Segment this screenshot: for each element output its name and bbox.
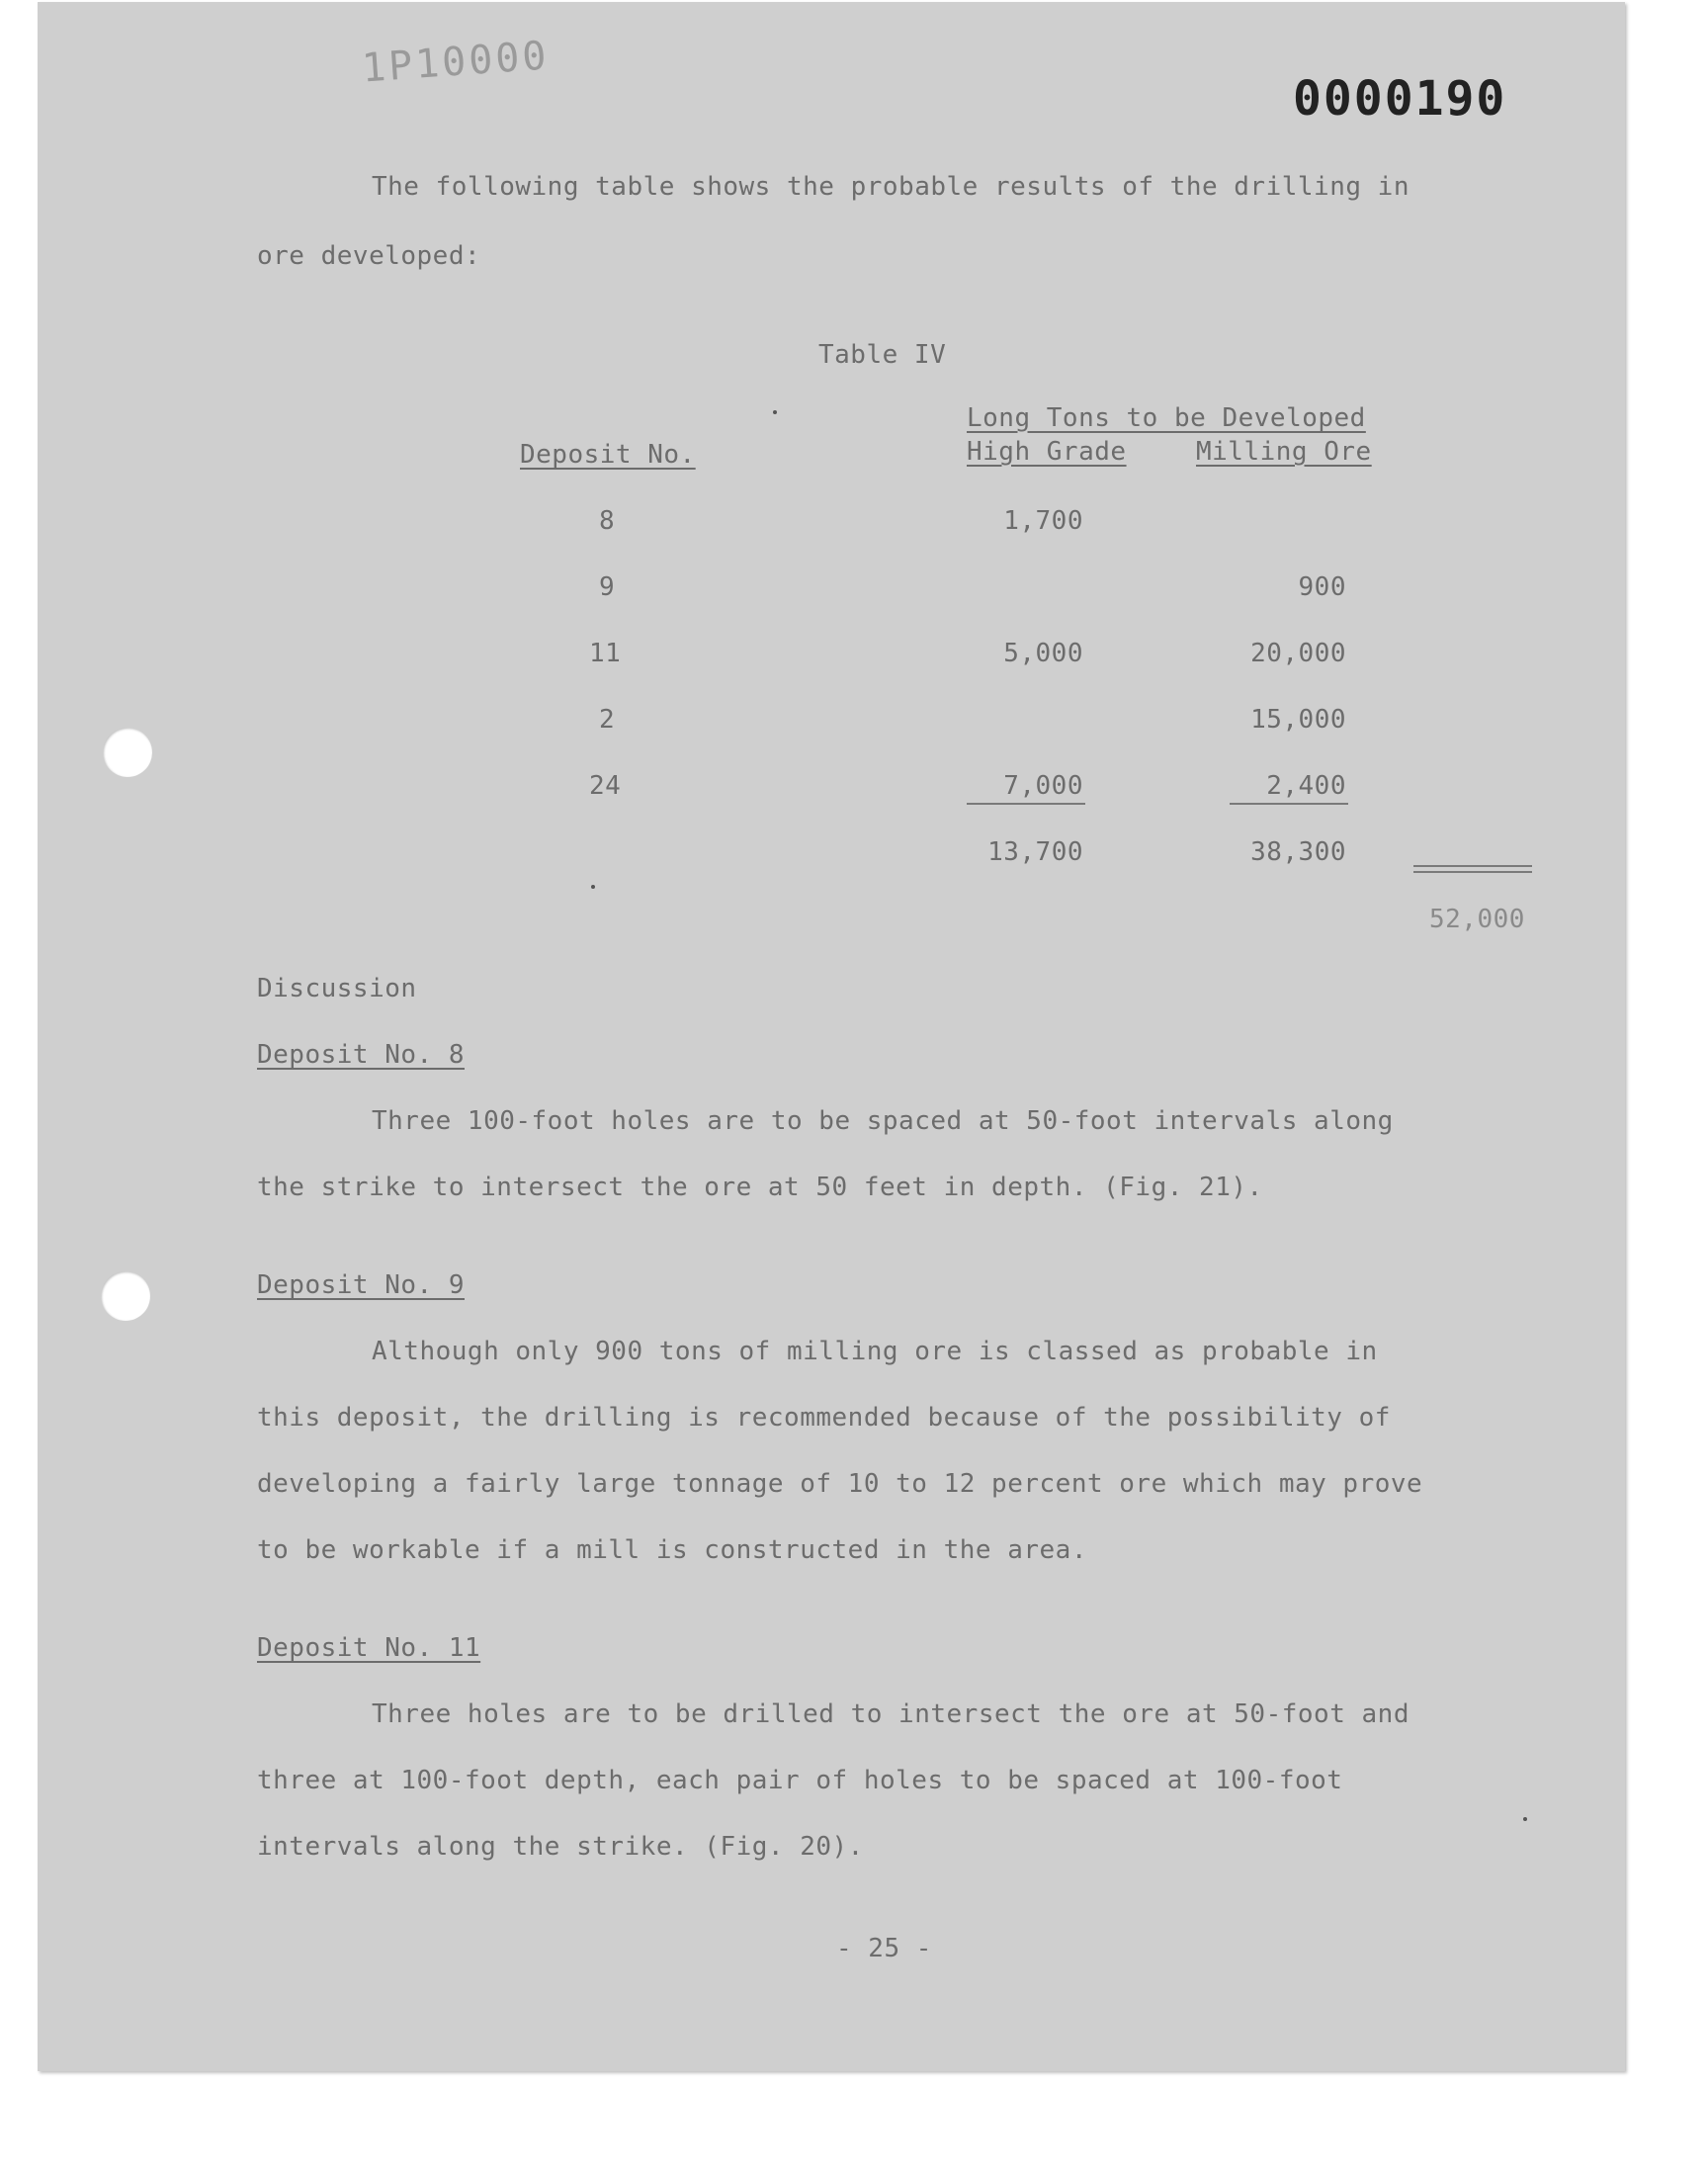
section-title: Deposit No. 11 (257, 1633, 481, 1663)
intro-line-2: ore developed: (257, 241, 481, 271)
stamp-top-left: 1P10000 (360, 33, 551, 92)
subtotal-rule-high-grade (967, 803, 1085, 805)
section-title: Deposit No. 9 (257, 1270, 465, 1300)
cell-high-grade: 5,000 (1003, 639, 1083, 668)
total-high-grade: 13,700 (987, 837, 1083, 867)
page-number: - 25 - (836, 1934, 932, 1963)
cell-deposit: 2 (599, 705, 616, 735)
document-number-stamp: 0000190 (1293, 71, 1507, 127)
total-milling-ore: 38,300 (1250, 837, 1346, 867)
cell-high-grade: 1,700 (1003, 506, 1083, 536)
speck (1523, 1817, 1527, 1821)
punch-hole (101, 1271, 150, 1321)
column-header-deposit: Deposit No. (520, 440, 696, 470)
intro-line-1: The following table shows the probable results of the drilling in (372, 172, 1409, 202)
discussion-heading: Discussion (257, 974, 417, 1003)
section-title: Deposit No. 8 (257, 1040, 465, 1070)
cell-deposit: 8 (599, 506, 616, 536)
paragraph-line: the strike to intersect the ore at 50 feet in depth. (Fig. 21). (257, 1173, 1263, 1202)
table-group-header: Long Tons to be Developed (967, 403, 1366, 433)
paragraph-line: Three holes are to be drilled to intersect the ore at 50-foot and (372, 1699, 1409, 1729)
cell-deposit: 24 (589, 771, 622, 801)
paragraph-line: Although only 900 tons of milling ore is classed as probable in (372, 1337, 1378, 1366)
document-page (38, 2, 1625, 2071)
cell-milling-ore: 15,000 (1250, 705, 1346, 735)
punch-hole (103, 728, 152, 777)
paragraph-line: this deposit, the drilling is recommended because of the possibility of (257, 1403, 1391, 1433)
speck (591, 885, 595, 889)
column-header-high-grade: High Grade (967, 437, 1127, 467)
paragraph-line: Three 100-foot holes are to be spaced at 50-foot intervals along (372, 1106, 1394, 1136)
paragraph-line: three at 100-foot depth, each pair of holes to be spaced at 100-foot (257, 1766, 1343, 1795)
cell-high-grade: 7,000 (1003, 771, 1083, 801)
cell-deposit: 9 (599, 572, 616, 602)
grand-total-rule (1413, 865, 1532, 867)
table-caption: Table IV (818, 340, 947, 370)
paragraph-line: to be workable if a mill is constructed in the area. (257, 1535, 1087, 1565)
cell-milling-ore: 2,400 (1266, 771, 1346, 801)
paragraph-line: developing a fairly large tonnage of 10 to 12 percent ore which may prove (257, 1469, 1423, 1499)
cell-milling-ore: 20,000 (1250, 639, 1346, 668)
speck (773, 410, 777, 414)
subtotal-rule-milling-ore (1230, 803, 1348, 805)
grand-total-rule (1413, 871, 1532, 873)
paragraph-line: intervals along the strike. (Fig. 20). (257, 1832, 864, 1862)
cell-deposit: 11 (589, 639, 622, 668)
cell-milling-ore: 900 (1298, 572, 1346, 602)
grand-total: 52,000 (1429, 905, 1525, 934)
column-header-milling-ore: Milling Ore (1196, 437, 1372, 467)
